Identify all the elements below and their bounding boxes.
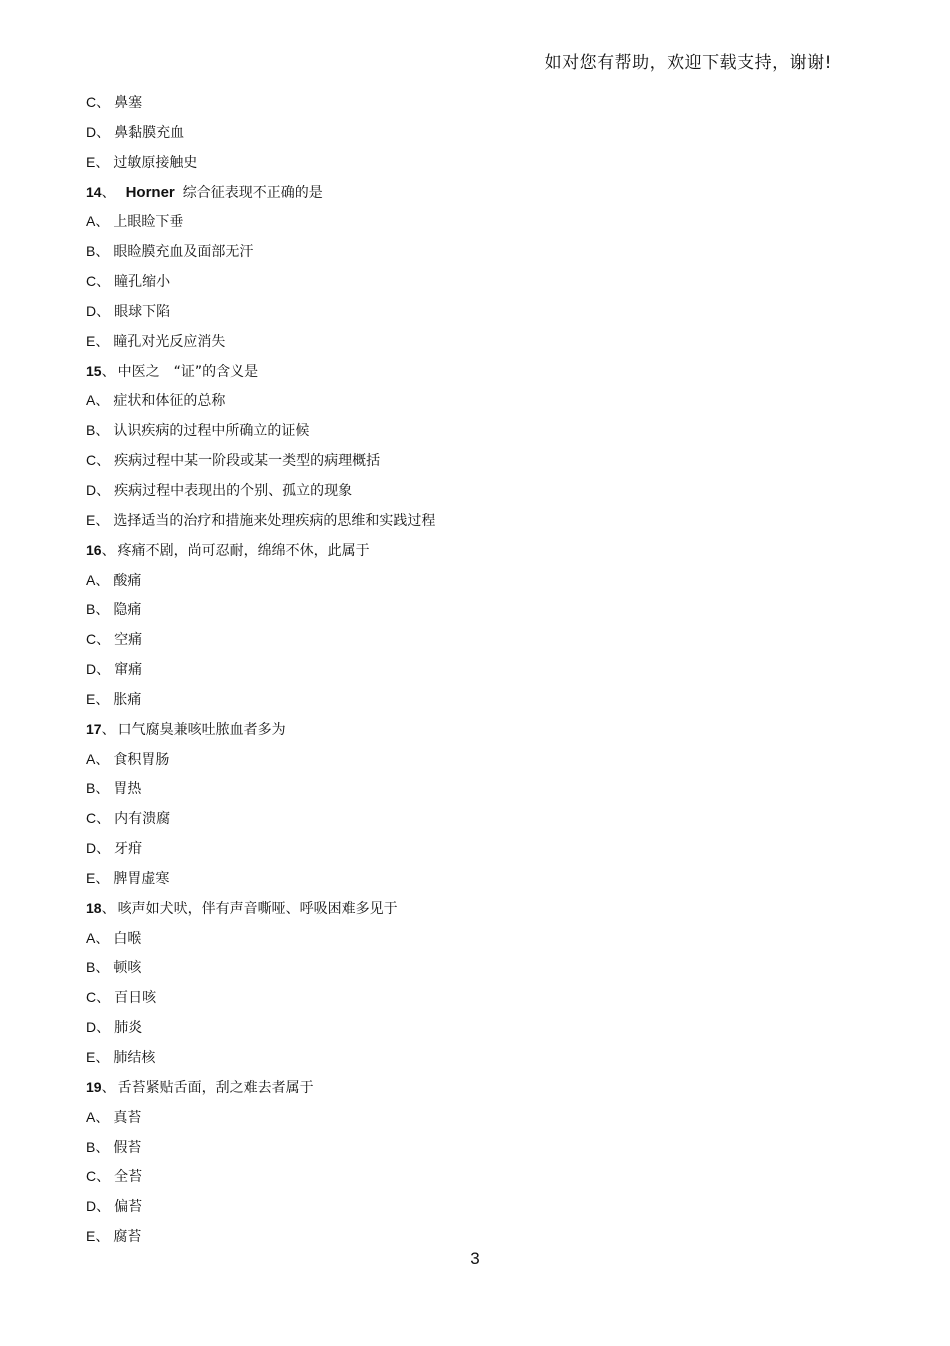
option-line [86,416,846,446]
option-text: 肺炎 [114,1020,143,1037]
option-letter: A [86,213,96,230]
option-text: 脾胃虚寒 [113,870,170,887]
option-separator: 、 [96,990,111,1007]
option-line [86,983,846,1013]
option-text: 认识疾病的过程中所确立的证候 [113,423,310,440]
option-line [86,207,846,237]
option-separator: 、 [95,1229,110,1246]
option-separator: 、 [96,841,111,858]
option-text: 隐痛 [113,602,142,619]
option-line [86,446,846,476]
option-line [86,745,846,775]
option-line [86,924,846,954]
option-text: 偏苔 [114,1199,143,1216]
option-text: 顿咳 [113,960,142,977]
option-text: 疾病过程中表现出的个别、孤立的现象 [114,482,353,499]
option-line [86,804,846,834]
option-letter: A [86,392,96,409]
option-line [86,386,846,416]
option-text: 真苔 [113,1109,142,1126]
question-line [86,536,846,566]
question-separator: 、 [101,1079,116,1096]
question-number: 17 [86,720,102,737]
question-line [86,1073,846,1103]
option-separator: 、 [96,482,111,499]
option-text: 百日咳 [114,990,157,1007]
option-separator: 、 [96,1169,111,1186]
question-line [86,894,846,924]
question-text: 疼痛不剧，尚可忍耐，绵绵不休，此属于 [117,542,370,559]
option-text: 全苔 [114,1169,143,1186]
question-number: 14 [86,183,102,200]
question-text: 咳声如犬吠，伴有声音嘶哑、呼吸困难多见于 [117,900,398,917]
question-term: Horner [125,183,175,201]
question-text: 舌苔紧贴舌面，刮之难去者属于 [117,1079,314,1096]
option-line [86,476,846,506]
option-text: 牙疳 [114,841,143,858]
option-separator: 、 [95,154,110,171]
option-line [86,297,846,327]
question-number: 16 [86,541,102,558]
option-separator: 、 [95,602,110,619]
option-separator: 、 [95,214,110,231]
option-line [86,625,846,655]
option-text: 胃热 [113,781,142,798]
question-separator: 、 [101,721,116,738]
option-separator: 、 [95,930,110,947]
option-text: 疾病过程中某一阶段或某一类型的病理概括 [114,453,381,470]
question-line [86,715,846,745]
option-letter: E [86,690,96,707]
option-separator: 、 [96,124,111,141]
option-text: 瞳孔缩小 [114,274,171,291]
option-text: 白喉 [113,930,142,947]
question-text-prefix: 中医之 [117,363,160,380]
option-letter: B [86,1138,96,1155]
option-line [86,1222,846,1252]
option-line [86,506,846,536]
option-separator: 、 [95,1050,110,1066]
question-separator: 、 [101,184,116,201]
option-separator: 、 [96,274,111,291]
option-separator: 、 [96,662,111,679]
option-line [86,834,846,864]
option-letter: B [86,243,96,260]
option-letter: D [86,302,97,319]
option-separator: 、 [95,751,110,768]
option-text: 鼻黏膜充血 [114,124,185,141]
page-number: 3 [470,1249,480,1268]
option-separator: 、 [95,1139,110,1156]
option-text: 选择适当的治疗和措施来处理疾病的思维和实践过程 [113,512,436,529]
question-number: 18 [86,899,102,916]
option-text: 过敏原接触史 [113,154,198,171]
option-text: 上眼睑下垂 [113,214,184,231]
option-separator: 、 [96,811,111,828]
option-text: 空痛 [114,632,143,649]
option-letter: A [86,929,96,946]
option-letter: E [86,153,96,170]
option-text: 鼻塞 [114,95,143,111]
option-letter: B [86,780,96,797]
option-letter: A [86,1108,96,1125]
question-line [86,178,846,208]
option-line [86,1133,846,1163]
option-separator: 、 [95,244,110,261]
option-letter: D [86,123,97,140]
option-separator: 、 [96,632,111,649]
option-line [86,685,846,715]
option-separator: 、 [95,572,110,589]
option-letter: A [86,750,96,767]
option-text: 食积胃肠 [113,751,170,768]
option-text: 窜痛 [114,662,143,679]
option-letter: C [86,94,97,110]
option-line [86,1013,846,1043]
option-line [86,566,846,596]
question-separator: 、 [101,363,116,380]
question-text: 口气腐臭兼咳吐脓血者多为 [117,721,286,738]
option-letter: B [86,422,96,439]
option-separator: 、 [96,95,111,111]
option-line [86,774,846,804]
option-text: 眼睑膜充血及面部无汗 [113,244,254,261]
option-line [86,148,846,178]
option-text: 酸痛 [113,572,142,589]
option-line [86,864,846,894]
question-number: 19 [86,1078,102,1095]
option-separator: 、 [95,423,110,440]
option-letter: D [86,481,97,498]
option-letter: D [86,1019,97,1036]
option-letter: C [86,631,97,648]
option-letter: D [86,661,97,678]
option-letter: D [86,1198,97,1215]
option-separator: 、 [96,453,111,470]
option-letter: C [86,452,97,469]
option-separator: 、 [95,333,110,350]
option-separator: 、 [95,512,110,529]
option-line [86,327,846,357]
option-line [86,1162,846,1192]
option-line [86,118,846,148]
option-text: 胀痛 [113,691,142,708]
option-separator: 、 [95,960,110,977]
option-letter: C [86,810,97,827]
question-number: 15 [86,362,102,379]
option-text: 假苔 [113,1139,142,1156]
option-separator: 、 [96,303,111,320]
question-line [86,357,846,387]
header-note: 如对您有帮助，欢迎下载支持，谢谢! [544,53,832,73]
option-line [86,655,846,685]
option-letter: E [86,332,96,349]
option-letter: C [86,1168,97,1185]
question-separator: 、 [101,900,116,917]
option-line [86,88,846,118]
option-line [86,267,846,297]
option-text: 瞳孔对光反应消失 [113,333,226,350]
option-line [86,1043,846,1073]
option-separator: 、 [95,781,110,798]
option-separator: 、 [95,870,110,887]
option-line [86,237,846,267]
option-letter: B [86,959,96,976]
option-letter: C [86,989,97,1006]
option-separator: 、 [95,1109,110,1126]
option-line [86,1103,846,1133]
option-letter: E [86,869,96,886]
option-text: 腐苔 [113,1229,142,1246]
option-separator: 、 [96,1199,111,1216]
question-separator: 、 [101,542,116,559]
question-text: “证”的含义是 [173,363,259,380]
option-line [86,953,846,983]
option-separator: 、 [96,1020,111,1037]
option-letter: C [86,273,97,290]
option-letter: B [86,601,96,618]
option-text: 内有溃腐 [114,811,171,828]
option-separator: 、 [95,691,110,708]
option-text: 肺结核 [113,1050,156,1066]
option-line [86,1192,846,1222]
option-letter: A [86,571,96,588]
option-letter: E [86,1228,96,1245]
option-line [86,595,846,625]
option-letter: E [86,1049,96,1065]
option-letter: D [86,840,97,857]
option-separator: 、 [95,393,110,410]
option-letter: E [86,511,96,528]
option-text: 症状和体征的总称 [113,393,226,410]
question-text: 综合征表现不正确的是 [182,184,323,201]
option-text: 眼球下陷 [114,303,171,320]
question-content [86,88,846,1252]
